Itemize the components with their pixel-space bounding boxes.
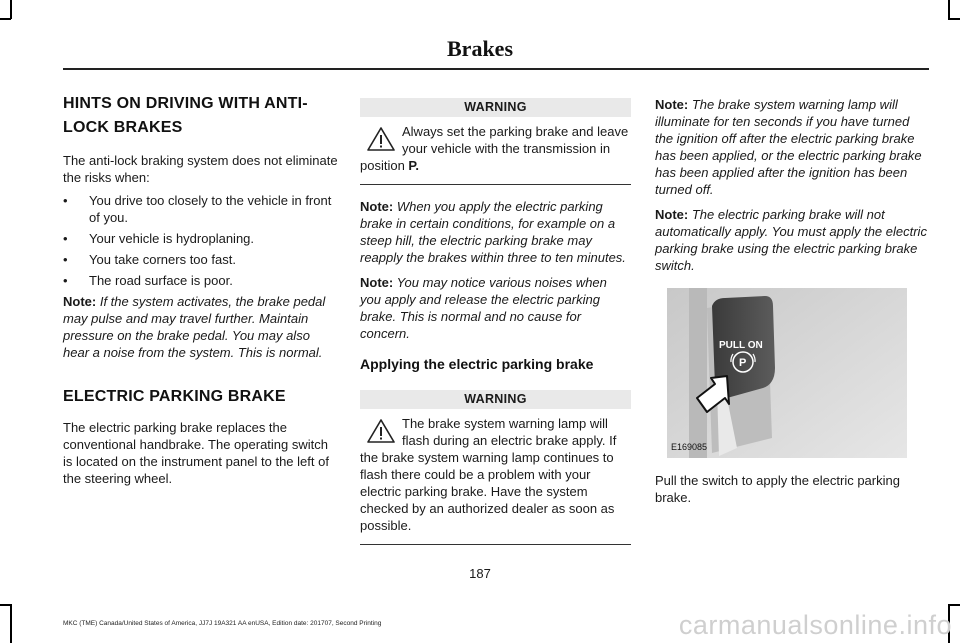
warning-text: Always set the parking brake and leave your vehicle with the transmission in position	[360, 124, 629, 173]
list-item: • You drive too closely to the vehicle in front of you.	[63, 192, 338, 226]
note-label: Note:	[63, 294, 97, 309]
pull-on-label: PULL ON	[719, 340, 763, 351]
warning-gear: P.	[408, 158, 420, 173]
parking-brake-switch-illustration	[667, 288, 907, 458]
intro-paragraph: The anti-lock braking system does not eliminate the risks when:	[63, 153, 338, 185]
note-label: Note:	[655, 207, 689, 222]
risk-list	[63, 192, 338, 289]
crop-mark-top-left-v	[10, 0, 12, 19]
list-item: • You take corners too fast.	[63, 251, 338, 268]
parking-brake-switch-figure	[667, 288, 907, 458]
warning-body	[360, 117, 631, 185]
note-paragraph	[63, 293, 338, 361]
note-text: The brake system warning lamp will illuminate for ten seconds if you have turned the ignition off after the electric parking brake has been applied, or the electric parking brake has been applied after the ignition has been turned off.	[655, 97, 922, 197]
note-paragraph	[360, 198, 631, 266]
note-paragraph	[655, 96, 929, 198]
page-number: 187	[469, 566, 491, 581]
figure-id: E169085	[671, 442, 708, 452]
note-text: The electric parking brake will not automatically apply. You must apply the electric parking brake using the electric parking brake switch.	[655, 207, 927, 273]
watermark: carmanualsonline.info	[678, 610, 952, 640]
epb-paragraph: The electric parking brake replaces the conventional handbrake. The operating switch is located on the instrument panel to the left of the steering wheel.	[63, 420, 329, 486]
warning-heading: WARNING	[360, 390, 631, 409]
warning-text: The brake system warning lamp will flash during an electric brake apply. If the brake system warning lamp continues to flash there could be a problem with your electric parking brake. Have the system checked by an authorized dealer as soon as possible.	[360, 416, 617, 533]
heading-line-2: LOCK BRAKES	[63, 119, 183, 136]
figure-caption: Pull the switch to apply the electric parking brake.	[655, 473, 900, 505]
note-label: Note:	[655, 97, 689, 112]
footer-edition-info: MKC (TME) Canada/United States of America, JJ7J 19A321 AA enUSA, Edition date: 201707, Second Printing	[63, 620, 382, 627]
column-middle	[360, 92, 631, 545]
column-left	[63, 92, 338, 487]
warning-block-2	[360, 390, 631, 545]
note-paragraph	[360, 274, 631, 342]
warning-block-1	[360, 98, 631, 185]
list-item: • The road surface is poor.	[63, 272, 338, 289]
note-text: You may notice various noises when you apply and release the electric parking brake. This is normal and no cause for concern.	[360, 275, 607, 341]
warning-triangle-icon	[366, 418, 396, 444]
crop-mark-top-left-h	[0, 18, 11, 20]
warning-body	[360, 409, 631, 545]
list-item: • Your vehicle is hydroplaning.	[63, 230, 338, 247]
section-heading-abs	[63, 92, 338, 140]
crop-mark-bottom-left-h	[0, 604, 11, 606]
note-text: If the system activates, the brake pedal may pulse and may travel further. Maintain pressure on the brake pedal. You may also hear a noise from the system. This is normal.	[63, 294, 326, 360]
crop-mark-top-right-v	[948, 0, 950, 19]
crop-mark-top-right-h	[948, 18, 960, 20]
warning-triangle-icon	[366, 126, 396, 152]
note-paragraph	[655, 206, 929, 274]
crop-mark-bottom-left-v	[10, 604, 12, 643]
park-symbol: P	[739, 357, 747, 369]
heading-line-1: HINTS ON DRIVING WITH ANTI-	[63, 95, 308, 112]
note-label: Note:	[360, 275, 394, 290]
warning-heading: WARNING	[360, 98, 631, 117]
note-text: When you apply the electric parking brake in certain conditions, for example on a steep hill, the electric parking brake may reapply the brakes within three to ten minutes.	[360, 199, 626, 265]
subheading-applying: Applying the electric parking brake	[360, 356, 594, 372]
page-title: Brakes	[447, 36, 513, 61]
column-right	[655, 92, 929, 506]
header-rule	[63, 68, 929, 70]
note-label: Note:	[360, 199, 394, 214]
section-heading-epb: ELECTRIC PARKING BRAKE	[63, 388, 286, 405]
crop-mark-bottom-right-h	[948, 604, 960, 606]
